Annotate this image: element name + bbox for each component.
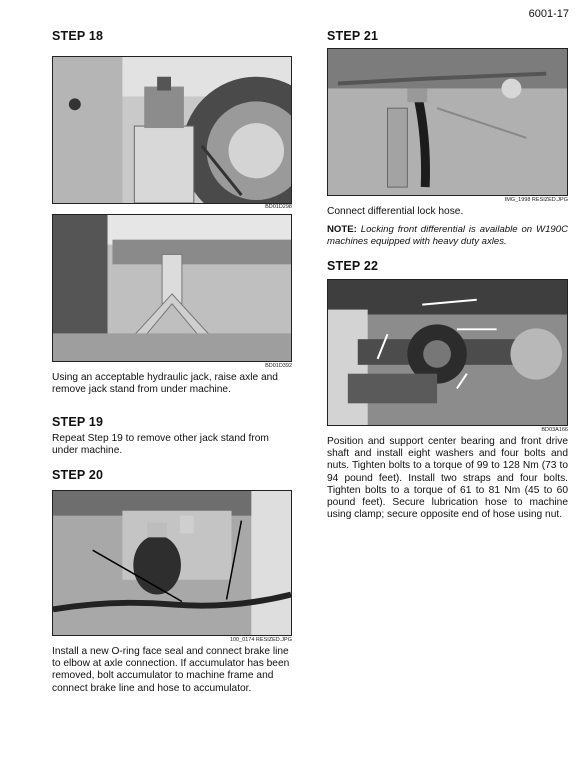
- step-18-photo2-caption: BD01D392: [265, 363, 292, 369]
- step-22-photo-drive-shaft: [327, 279, 568, 426]
- step-21-note-label: NOTE:: [327, 224, 357, 235]
- step-19-text: Repeat Step 19 to remove other jack stand from under machine.: [52, 433, 269, 457]
- step-19-heading: STEP 19: [52, 415, 104, 429]
- step-21-heading: STEP 21: [327, 29, 379, 43]
- step-18-photo-jack: [52, 56, 292, 204]
- step-21-note-text: Locking front differential is available on W190C machines equipped with heavy duty axles.: [327, 224, 569, 247]
- step-22-heading: STEP 22: [327, 259, 379, 273]
- step-18-heading: STEP 18: [52, 29, 104, 43]
- step-20-photo-accumulator: [52, 490, 292, 636]
- step-18-photo-jack-stand: [52, 214, 292, 362]
- step-21-photo-diff-lock-hose: [327, 48, 568, 196]
- step-20-heading: STEP 20: [52, 468, 104, 482]
- step-22-photo-caption: BD03A166: [541, 427, 568, 433]
- page-number: 6001-17: [528, 8, 569, 20]
- step-20-photo-caption: 100_0174 RESIZED.JPG: [229, 637, 292, 643]
- step-21-text: Connect differential lock hose.: [327, 206, 464, 217]
- step-18-text: Using an acceptable hydraulic jack, raise axle and remove jack stand from under machine.: [52, 372, 278, 396]
- step-18-photo1-caption: BD01D298: [265, 204, 292, 210]
- step-21-note: [327, 224, 568, 248]
- step-20-text: Install a new O-ring face seal and connect brake line to elbow at axle connection. If accumulator has been removed, bolt accumulator to machine frame and connect brake line and hose to accumulator.: [52, 646, 290, 694]
- step-22-text: Position and support center bearing and front drive shaft and install eight washers and four bolts and nuts. Tighten bolts to a torque of 99 to 128 Nm (73 to 94 pound feet). Install two straps and four bolts. Tighten bolts to a torque of 61 to 81 Nm (45 to 60 pound feet). Secure lubrication hose to machine using clamp; secure opposite end of hose using nut.: [327, 436, 568, 521]
- step-21-photo-caption: IMG_1998 RESIZED.JPG: [504, 197, 568, 203]
